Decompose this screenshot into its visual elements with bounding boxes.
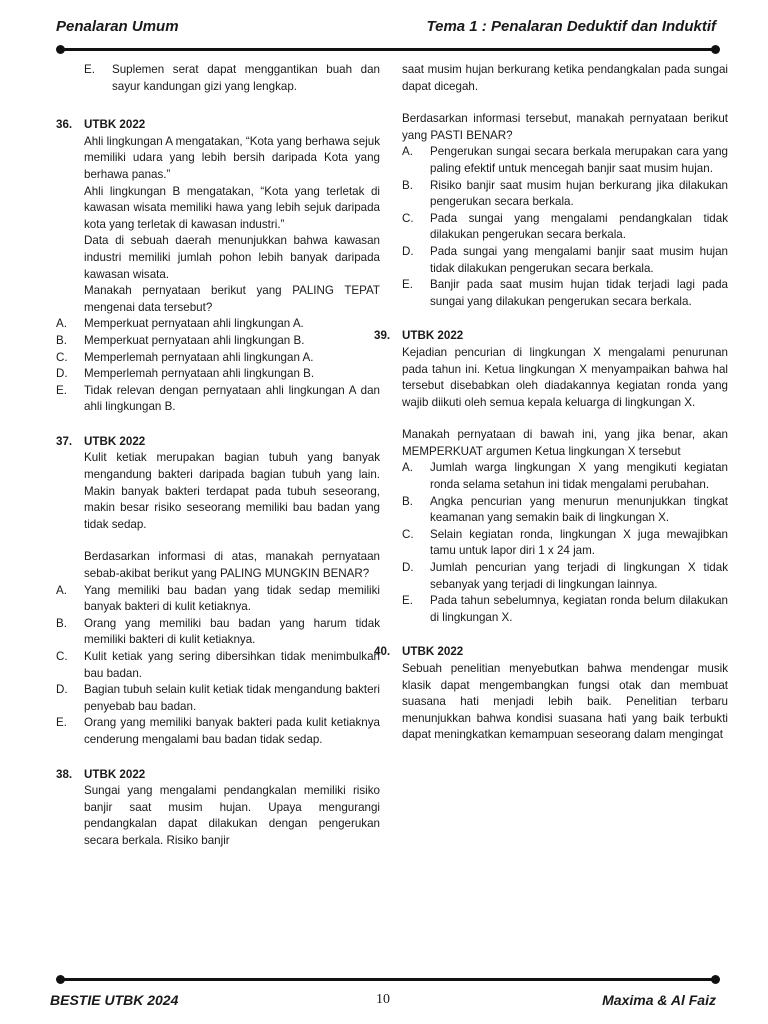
option-letter: C. [56, 350, 68, 364]
answer-option[interactable] [56, 616, 380, 649]
option-text: Selain kegiatan ronda, lingkungan X juga mewajibkan tamu untuk lapor diri 1 x 24 jam. [430, 527, 728, 558]
answer-option[interactable] [56, 333, 380, 350]
answer-option[interactable] [56, 682, 380, 715]
option-letter: A. [402, 145, 413, 159]
option-text: Memperlemah pernyataan ahli lingkungan A. [84, 350, 314, 364]
header-theme: Tema 1 : Penalaran Deduktif dan Induktif [426, 18, 716, 35]
option-letter: A. [402, 461, 413, 475]
option-text: Banjir pada saat musim hujan tidak terjadi lagi pada sungai yang dilakukan pengerukan secara berkala. [430, 278, 728, 308]
option-letter: D. [402, 244, 414, 258]
header-divider [60, 48, 716, 51]
option-text: Risiko banjir saat musim hujan berkurang jika dilakukan pengerukan secara berkala. [430, 178, 728, 209]
footer-divider [60, 978, 716, 981]
option-text: Jumlah pencurian yang terjadi di lingkungan X tidak sebanyak yang terjadi di lingkungan lainnya. [430, 561, 728, 591]
question-paragraph: Sebuah penelitian menyebutkan bahwa mendengar musik klasik dapat mengembangkan fungsi otak dan membuat suasana hati menjadi lebih baik. Penelitian terbaru menunjukkan bahwa kondisi suasana hati yang baik terbukti dapat meningkatkan kemampuan seseorang dalam mengingat [402, 662, 728, 742]
option-text: Kulit ketiak yang sering dibersihkan tidak menimbulkan bau badan. [84, 650, 380, 680]
option-text: Orang yang memiliki banyak bakteri pada kulit ketiaknya cenderung mengalami bau badan tidak sedap. [84, 716, 380, 746]
option-text: Orang yang memiliki bau badan yang harum tidak memiliki bakteri di kulit ketiaknya. [84, 616, 380, 647]
answer-option[interactable] [56, 649, 380, 682]
question-paragraph: Sungai yang mengalami pendangkalan memiliki risiko banjir saat musim hujan. Upaya mengurangi pendangkalan dapat dilakukan dengan pengerukan secara berkala. Risiko banjir [84, 784, 380, 847]
question-number: 37. [56, 434, 73, 448]
option-text: Bagian tubuh selain kulit ketiak tidak mengandung bakteri penyebab bau badan. [84, 683, 380, 713]
answer-option[interactable] [402, 178, 728, 211]
answer-option[interactable] [402, 144, 728, 177]
footer-book-title: BESTIE UTBK 2024 [50, 992, 179, 1008]
option-letter: E. [402, 594, 413, 608]
answer-option[interactable] [56, 383, 380, 416]
option-letter: C. [402, 211, 414, 225]
question-number: 38. [56, 767, 73, 781]
option-letter: B. [56, 333, 67, 347]
question-paragraph: Ahli lingkungan B mengatakan, “Kota yang terletak di kawasan wisata memiliki hawa yang lebih sejuk daripada kota yang terletak di kawasan industri.” [84, 184, 380, 231]
option-letter: D. [56, 683, 68, 697]
question-39 [374, 328, 728, 626]
answer-option[interactable] [402, 494, 728, 527]
question-number: 40. [374, 645, 391, 659]
answer-option[interactable] [402, 560, 728, 593]
question-number: 36. [56, 118, 73, 132]
question-36 [56, 117, 380, 416]
question-38 [56, 767, 380, 850]
question-paragraph: Ahli lingkungan A mengatakan, “Kota yang berhawa sejuk memiliki udara yang lebih bersih daripada Kota yang berhawa panas.” [84, 134, 380, 181]
question-source: UTBK 2022 [84, 767, 146, 781]
question-source: UTBK 2022 [84, 434, 146, 448]
option-letter: C. [402, 527, 414, 541]
question-number: 39. [374, 329, 391, 343]
option-letter: A. [56, 317, 67, 331]
option-text: Yang memiliki bau badan yang tidak sedap memiliki banyak bakteri di kulit ketiaknya. [84, 583, 380, 614]
option-letter: A. [56, 583, 67, 597]
question-prompt: Berdasarkan informasi tersebut, manakah pernyataan berikut yang PASTI BENAR? [402, 112, 728, 142]
answer-option[interactable] [56, 316, 380, 333]
question-paragraph: saat musim hujan berkurang ketika pendangkalan pada sungai dapat dicegah. [402, 63, 728, 93]
question-paragraph: Kejadian pencurian di lingkungan X mengalami penurunan pada tahun ini. Ketua lingkungan X menyampaikan bahwa hal tersebut disebabkan oleh diadakannya kegiatan ronda yang wajib diikuti oleh semua kepala keluarga di lingkungan X. [402, 345, 728, 409]
option-letter: E. [84, 63, 95, 76]
page-number: 10 [376, 992, 390, 1007]
question-40 [374, 644, 728, 744]
left-column [56, 62, 380, 868]
option-letter: E. [56, 716, 67, 730]
option-letter: E. [56, 383, 67, 397]
option-letter: D. [402, 561, 414, 575]
option-letter: E. [402, 278, 413, 292]
option-text: Pada sungai yang mengalami pendangkalan tidak dilakukan pengerukan secara berkala. [430, 211, 728, 242]
carry-over-option [56, 62, 380, 95]
question-paragraph: Kulit ketiak merupakan bagian tubuh yang banyak mengandung bakteri daripada bagian tubuh yang lain. Makin banyak bakteri terdapat pada tubuh seseorang, makin besar risiko seseorang memiliki bau badan yang tidak sedap. [84, 451, 380, 531]
option-text: Memperkuat pernyataan ahli lingkungan B. [84, 333, 305, 347]
option-text: Tidak relevan dengan pernyataan ahli lingkungan A dan ahli lingkungan B. [84, 383, 380, 414]
question-38-continued [402, 62, 728, 310]
question-prompt: Berdasarkan informasi di atas, manakah pernyataan sebab-akibat berikut yang PALING MUNGKIN BENAR? [84, 550, 380, 581]
option-text: Jumlah warga lingkungan X yang mengikuti kegiatan ronda selama setahun ini tidak mengalami perubahan. [430, 461, 728, 492]
question-prompt: Manakah pernyataan berikut yang PALING TEPAT mengenai data tersebut? [84, 284, 380, 314]
option-text: Memperkuat pernyataan ahli lingkungan A. [84, 317, 304, 331]
answer-option[interactable] [402, 460, 728, 493]
answer-option[interactable] [402, 593, 728, 626]
answer-option[interactable] [402, 527, 728, 560]
right-column [374, 62, 728, 762]
option-letter: C. [56, 650, 68, 663]
option-text: Pengerukan sungai secara berkala merupakan cara yang paling efektif untuk mencegah banjir saat musim hujan. [430, 145, 728, 175]
option-letter: B. [56, 616, 67, 630]
option-text: Suplemen serat dapat menggantikan buah dan sayur kandungan gizi yang lengkap. [112, 63, 380, 93]
footer-publisher: Maxima & Al Faiz [602, 992, 716, 1008]
question-prompt: Manakah pernyataan di bawah ini, yang jika benar, akan MEMPERKUAT argumen Ketua lingkungan X tersebut [402, 428, 728, 458]
question-source: UTBK 2022 [402, 645, 464, 659]
answer-option[interactable] [402, 244, 728, 277]
option-text: Memperlemah pernyataan ahli lingkungan B. [84, 367, 315, 381]
option-letter: B. [402, 494, 413, 508]
option-text: Pada sungai yang mengalami banjir saat musim hujan tidak dilakukan pengerukan secara berkala. [430, 244, 728, 275]
answer-option[interactable] [56, 350, 380, 367]
answer-option[interactable] [402, 277, 728, 310]
question-source: UTBK 2022 [84, 118, 146, 132]
answer-option[interactable] [402, 211, 728, 244]
question-paragraph: Data di sebuah daerah menunjukkan bahwa kawasan industri memiliki jumlah pohon lebih banyak daripada kawasan wisata. [84, 234, 380, 281]
question-37 [56, 434, 380, 749]
option-letter: D. [56, 367, 68, 381]
option-text: Angka pencurian yang menurun menunjukkan tingkat keamanan yang semakin baik di lingkungan X. [430, 494, 728, 525]
answer-option[interactable] [56, 715, 380, 748]
option-letter: B. [402, 178, 413, 192]
question-source: UTBK 2022 [402, 329, 464, 343]
answer-option[interactable] [56, 583, 380, 616]
header-subject: Penalaran Umum [56, 18, 179, 35]
answer-option[interactable] [56, 366, 380, 383]
option-text: Pada tahun sebelumnya, kegiatan ronda belum dilakukan di lingkungan X. [430, 594, 728, 624]
